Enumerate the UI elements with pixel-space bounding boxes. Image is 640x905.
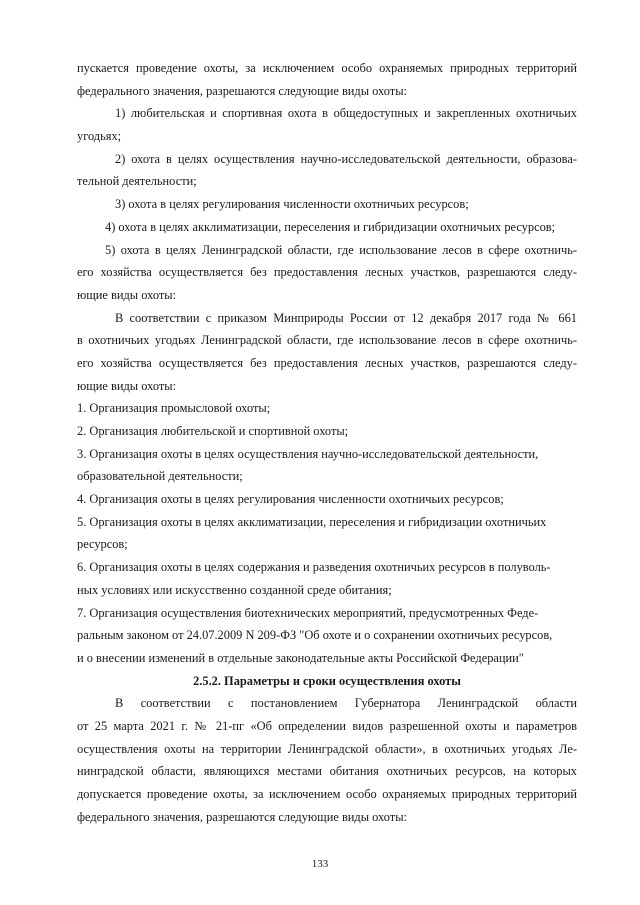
text-line: в охотничьих угодьях Ленинградской области, где использование лесов в сфере охотничь- [77, 333, 577, 348]
section-heading: 2.5.2. Параметры и сроки осуществления охоты [193, 673, 461, 688]
text-line: нинградской области, являющихся местами обитания охотничьих ресурсов, на которых [77, 764, 577, 779]
text-line: 2) охота в целях осуществления научно-исследовательской деятельности, образова- [115, 151, 577, 166]
text-line: ральным законом от 24.07.2009 N 209-ФЗ "Об охоте и о сохранении охотничьих ресурсов, [77, 628, 553, 643]
text-line: допускается проведение охоты, за исключением особо охраняемых природных территорий [77, 787, 577, 801]
text-line: В соответствии с приказом Минприроды России от 12 декабря 2017 года № 661 [115, 310, 577, 325]
text-line: ных условиях или искусственно созданной среде обитания; [77, 582, 392, 597]
text-line: 3) охота в целях регулирования численности охотничьих ресурсов; [115, 197, 469, 212]
page-number: 133 [311, 858, 329, 870]
text-line: 1. Организация промысловой охоты; [77, 401, 271, 416]
text-line: ющие виды охоты: [77, 378, 177, 393]
text-line: 4) охота в целях акклиматизации, переселения и гибридизации охотничьих ресурсов; [105, 219, 556, 234]
text-line: 7. Организация осуществления биотехнических мероприятий, предусмотренных Феде- [77, 605, 539, 620]
text-line: пускается проведение охоты, за исключением особо охраняемых природных территорий [77, 61, 577, 75]
text-line: 2. Организация любительской и спортивной охоты; [77, 424, 349, 438]
text-line: и о внесении изменений в отдельные законодательные акты Российской Федерации" [77, 650, 524, 665]
text-line: 5. Организация охоты в целях акклиматизации, переселения и гибридизации охотничьих [77, 514, 547, 529]
text-line: В соответствии с постановлением Губернатора Ленинградской области [115, 696, 577, 711]
text-line: ресурсов; [77, 537, 128, 552]
text-line: 6. Организация охоты в целях содержания и разведения охотничьих ресурсов в полуволь- [77, 560, 551, 575]
text-line: 1) любительская и спортивная охота в общедоступных и закрепленных охотничьих [115, 106, 577, 121]
text-line: 5) охота в целях Ленинградской области, где использование лесов в сфере охотничь- [105, 242, 577, 257]
text-line: федерального значения, разрешаются следующие виды охоты: [77, 83, 407, 98]
text-line: угодьях; [77, 129, 122, 144]
text-line: от 25 марта 2021 г. № 21-пг «Об определении видов разрешенной охоты и параметров [77, 718, 577, 733]
text-line: образовательной деятельности; [77, 469, 243, 484]
text-line: его хозяйства осуществляется без предоставления лесных участков, разрешаются следу- [77, 355, 577, 370]
text-line: осуществления охоты на территории Ленинградской области», в охотничьих угодьях Ле- [77, 741, 577, 756]
text-line: ющие виды охоты: [77, 287, 177, 302]
document-text [77, 57, 577, 828]
text-line: федерального значения, разрешаются следующие виды охоты: [77, 809, 407, 824]
text-line: тельной деятельности; [77, 174, 197, 189]
text-line: 3. Организация охоты в целях осуществления научно-исследовательской деятельности, [77, 446, 539, 461]
text-line: его хозяйства осуществляется без предоставления лесных участков, разрешаются следу- [77, 265, 577, 280]
text-line: 4. Организация охоты в целях регулирования численности охотничьих ресурсов; [77, 492, 504, 507]
